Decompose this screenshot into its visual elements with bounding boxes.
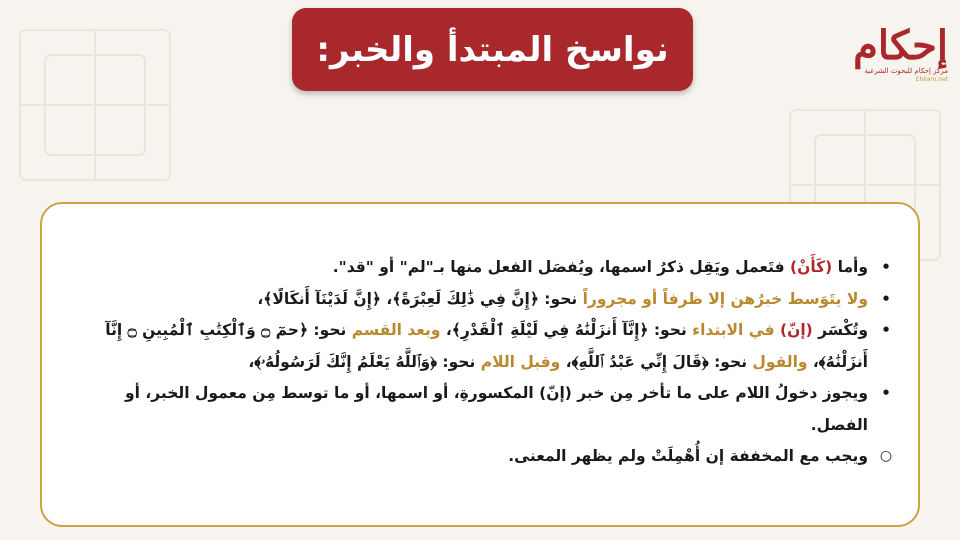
- text-segment: ويجب مع المخففة إن أُهْمِلَتْ ولم يظهر المعنى.: [508, 447, 868, 465]
- title-banner: [292, 8, 693, 91]
- bullet-icon: •: [881, 321, 891, 339]
- content-list: [74, 252, 898, 473]
- text-segment: نحو: ﴿وَٱللَّهُ يَعْلَمُ إِنَّكَ لَرَسُولُهُۥ﴾،: [248, 352, 481, 371]
- text-segment-highlight: وبعد القسم: [351, 321, 441, 339]
- text-segment: نحو: ﴿إِنَّ فِي ذَٰلِكَ لَعِبْرَةً﴾، ﴿إِنَّ لَدَيْنَآ أَنكَالًا﴾،: [257, 289, 583, 308]
- list-item: [74, 378, 898, 441]
- page-title: نواسخ المبتدأ والخبر:: [316, 29, 669, 70]
- text-segment: نحو: ﴿حمٓ ۝ وَٱلْكِتَٰبِ ٱلْمُبِينِ ۝ إِنَّآ أَنزَلْنَٰهُ﴾،: [105, 321, 868, 371]
- hollow-bullet-icon: ○: [879, 448, 893, 464]
- text-segment: فتَعمل ويَقِل ذكرُ اسمها، ويُفصَل الفعل منها بـ"لم" أو "قد".: [332, 258, 790, 276]
- bullet-icon: •: [881, 258, 891, 276]
- text-segment: نحو: ﴿قَالَ إِنِّي عَبْدُ ٱللَّهِ﴾،: [560, 352, 753, 371]
- text-segment: نحو: ﴿إِنَّآ أَنزَلْنَٰهُ فِي لَيْلَةِ ٱلْقَدْرِ﴾،: [440, 321, 693, 339]
- text-segment: ويجوز دخولُ اللام على ما تأخر مِن خبر (إنّ) المكسورةِ، أو اسمها، أو ما توسط مِن معمول الخبر، أو الفصل.: [125, 384, 868, 434]
- text-segment-highlight: (كَأَنْ): [790, 258, 833, 276]
- logo-subtitle: مركز إحكام للبحوث الشرعية: [864, 67, 948, 75]
- logo: [852, 22, 948, 94]
- list-item: [74, 315, 898, 378]
- text-segment: وأما: [832, 258, 868, 276]
- bullet-icon: •: [881, 384, 891, 402]
- list-item: [74, 252, 898, 284]
- text-segment: وتُكْسَر: [812, 321, 868, 339]
- logo-mark: إحكام: [853, 22, 948, 69]
- list-item: [74, 284, 898, 316]
- text-segment-highlight: وقبل اللام: [480, 352, 561, 371]
- text-segment-highlight: ولا يتَوَسط خبرُهن إلا ظرفاً أو مجروراً: [582, 289, 868, 308]
- bullet-icon: •: [881, 289, 891, 308]
- list-item: [74, 441, 898, 473]
- text-segment-highlight: في الابتداء: [692, 321, 780, 339]
- text-segment-highlight: والقول: [752, 352, 808, 371]
- text-segment-highlight: (إنّ): [780, 321, 813, 339]
- logo-tagline: Ehkam.net: [915, 76, 948, 83]
